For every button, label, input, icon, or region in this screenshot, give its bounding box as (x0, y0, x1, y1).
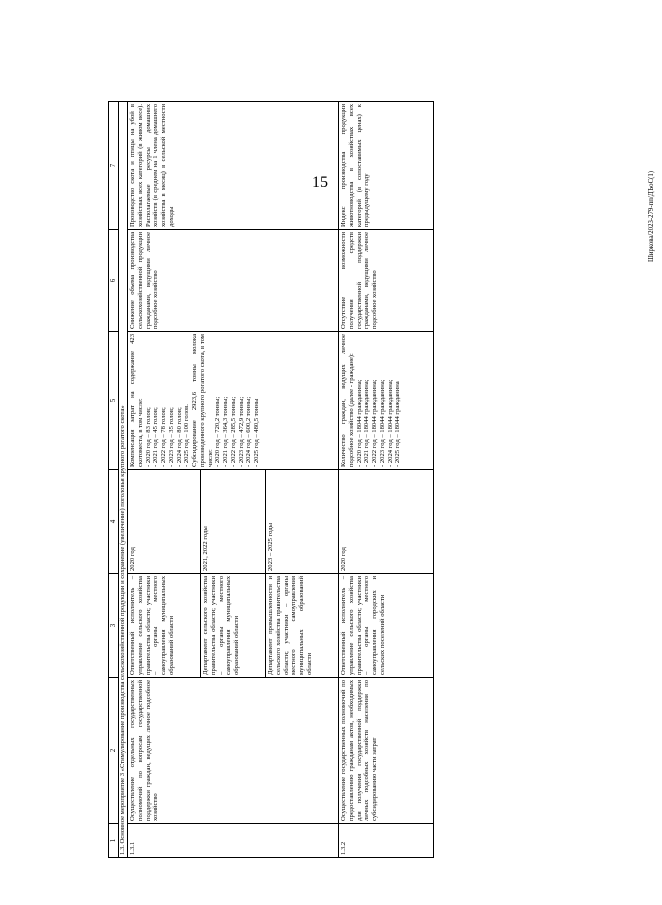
result-line: - 2020 год – 18044 гражданина; (355, 379, 363, 467)
result-line: - 2022 год – 78 голов; (160, 407, 168, 467)
result-line: Субсидирование 2923,6 тонны молока произведенного крупного рогатого скота, в том числе: (191, 334, 214, 467)
period-cell: 2020 год (339, 470, 434, 574)
header-cell: 5 (109, 332, 119, 470)
period-cell: 2021, 2022 годы (201, 470, 266, 574)
executor-cell: Ответственный исполнитель – управление сельского хозяйства правительства области; участники – органы местного самоуправления городских и сельских поселений области (339, 574, 434, 678)
header-cell: 7 (109, 102, 119, 230)
result-line: Количество граждан, ведущих личное подсобное хозяйство (далее - граждане): (340, 334, 355, 467)
indicator-cell: Производство скота и птицы на убой в хозяйствах всех категорий (в живом весе). Располагаемые ресурсы домашних хозяйств (в среднем на 1 члена домашнего хозяйства в месяц) в сельской местности доходы (128, 102, 339, 230)
document-code: Ширкова/2023-279-пп/ДЪоС(1) (648, 170, 655, 262)
page-number: 15 (312, 174, 328, 191)
header-cell: 1 (109, 824, 119, 858)
header-row (109, 102, 119, 858)
rotated-table-container (108, 102, 662, 858)
result-line: - 2021 год – 364,3 тонны; (222, 396, 230, 467)
result-line: - 2020 год – 83 голов; (144, 407, 152, 467)
result-line: - 2025 год – 18044 гражданина (394, 381, 402, 467)
consequence-cell: Отсутствие возможности получения средств государственной поддержки гражданами, ведущими личное подсобное хозяйство (339, 230, 434, 332)
section-row (119, 102, 128, 858)
result-line: - 2024 год – 18044 гражданина; (386, 379, 394, 467)
table-row (128, 102, 201, 858)
row-number: 1.3.1 (128, 824, 339, 858)
result-line: - 2021 год – 18044 гражданина; (363, 379, 371, 467)
executor-cell: Департамент промышленности и сельского хозяйства правительства области; участники – органы местного самоуправления муниципальных образований области (266, 574, 339, 678)
table-row (339, 102, 434, 858)
activity-cell: Осуществление государственных полномочий по предоставлению гражданам актов, необходимых для получения государственной поддержки личных подсобных хозяйств населения по субсидированию части затрат (339, 678, 434, 824)
result-cell (128, 332, 339, 470)
result-line: - 2022 год – 18044 гражданина; (371, 379, 379, 467)
header-cell: 2 (109, 678, 119, 824)
header-cell: 3 (109, 574, 119, 678)
period-cell: 2020 год (128, 470, 201, 574)
result-line: Компенсация затрат на содержание 423 скотоместа, в том числе: (129, 334, 144, 467)
header-cell: 6 (109, 230, 119, 332)
result-line: - 2023 год – 472,9 тонны; (237, 396, 245, 467)
consequence-cell: Снижение объема производства сельскохозяйственной продукции гражданами, ведущими личное подсобное хозяйство (128, 230, 339, 332)
result-line: - 2025 год – 100 голов. (183, 404, 191, 467)
result-cell (339, 332, 434, 470)
result-line: - 2020 год – 720,2 тонны; (214, 396, 222, 467)
result-line: - 2021 год – 45 голов; (152, 407, 160, 467)
indicator-cell: Индекс производства продукции животноводства в хозяйствах всех категорий (в сопоставимых ценах) к предыдущему году (339, 102, 434, 230)
result-line: - 2023 год – 18044 гражданина; (378, 379, 386, 467)
activity-cell: Осуществление отдельных государственных полномочий по вопросам государственной поддержки граждан, ведущих личное подсобное хозяйство (128, 678, 339, 824)
result-line: - 2024 год – 80 голов; (175, 407, 183, 467)
section-heading: 1.3. Основное мероприятие 3 «Стимулирование производства сельскохозяйственной продукции и сохранение (увеличение) поголовья крупного рогатого скота» (119, 102, 128, 858)
result-line: - 2025 год – 480,5 тонны (253, 398, 261, 467)
measures-table (108, 101, 434, 858)
period-cell: 2023 – 2025 годы (266, 470, 339, 574)
executor-cell: Ответственный исполнитель – управление сельского хозяйства правительства области; участники – органы местного самоуправления муниципальных образований области (128, 574, 201, 678)
executor-cell: Департамент сельского хозяйства правительства области; участники – органы местного самоуправления муниципальных образований области (201, 574, 266, 678)
result-line: - 2022 год – 285,5 тонны; (229, 396, 237, 467)
row-number: 1.3.2 (339, 824, 434, 858)
result-line: - 2023 год – 35 голов; (167, 407, 175, 467)
result-line: - 2024 год – 600,2 тонны; (245, 396, 253, 467)
header-cell: 4 (109, 470, 119, 574)
